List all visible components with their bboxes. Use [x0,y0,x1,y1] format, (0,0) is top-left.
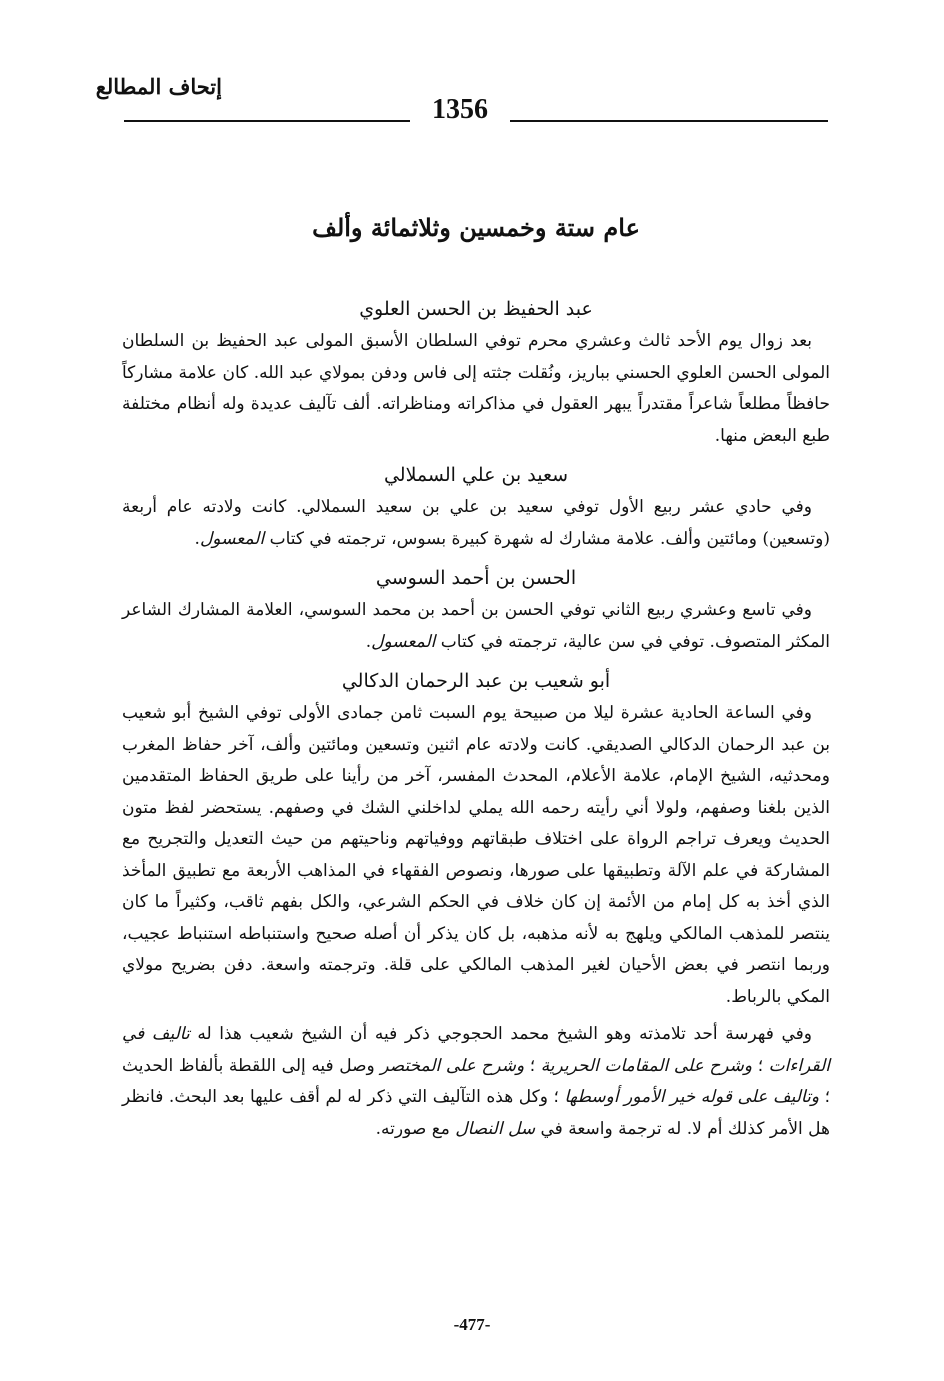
entry-paragraph [122,492,830,555]
punctuation: ؛ [757,1055,764,1076]
punctuation: ؛ [529,1055,536,1076]
entry-paragraph [122,595,830,658]
entry-paragraph [122,1019,830,1145]
paragraph-text: وفي حادي عشر ربيع الأول توفي سعيد بن علي بن سعيد السملالي. كانت ولادته عام أربعة (وتسعين) ومائتين وألف. علامة مشارك له شهرة كبيرة بسوس، ترجمته في كتاب [122,497,830,549]
header-year-number: 1356 [432,94,488,125]
running-header-book-title: إتحاف المطالع [95,74,222,99]
book-title: المعسول [371,631,436,652]
paragraph-text: وصل فيه إلى اللقطة بألفاظ الحديث ؛ [122,1055,831,1107]
punctuation: . [194,528,200,549]
page-body [122,208,830,1151]
page-number: -477- [453,1315,491,1334]
paragraph-text: وفي فهرسة أحد تلامذته وهو الشيخ محمد الحجوجي ذكر فيه أن الشيخ شعيب هذا له [197,1024,812,1044]
punctuation: . [365,631,372,652]
header-rule-left [124,120,410,122]
paragraph-text: ؛ وكل هذه التآليف التي ذكر له لم أقف عليها بعد البحث. فانظر هل الأمر كذلك أم لا. له ترجمة واسعة في [122,1087,830,1139]
entry-name: سعيد بن علي السملالي [383,464,569,486]
paragraph-text: مع صورته. [375,1118,450,1139]
entry-name: الحسن بن أحمد السوسي [375,567,577,589]
paragraph-text: وفي تاسع وعشري ربيع الثاني توفي الحسن بن أحمد بن محمد السوسي، العلامة المشارك الشاعر المكثر المتصوف. توفي في سن عالية، ترجمته في كتاب [122,600,830,652]
book-title: وشرح على المختصر [380,1055,525,1076]
entry-paragraph: بعد زوال يوم الأحد ثالث وعشري محرم توفي السلطان الأسبق المولى عبد الحفيظ بن السلطان المولى الحسن العلوي الحسني بباريز، ونُقلت جثته إلى فاس ودفن بمولاي عبد الله. كان علامة مشاركاً حافظاً مطلعاً شاعراً مقتدراً يبهر العقول في مذاكراته ومناظراته. ألف تآليف عديدة وله أنظام مختلفة طبع البعض منها. [122,331,830,446]
chapter-title: عام ستة وخمسين وثلاثمائة وألف [312,213,640,242]
book-title: سل النصال [455,1118,536,1139]
entry-name: عبد الحفيظ بن الحسن العلوي [359,298,593,320]
book-title: وشرح على المقامات الحريرية [540,1055,753,1076]
book-title: وتاليف على قوله خير الأمور أوسطها [564,1087,820,1107]
header-rule-right [510,120,828,122]
entry-paragraph: وفي الساعة الحادية عشرة ليلا من صبيحة يوم السبت ثامن جمادى الأولى توفي الشيخ أبو شعيب بن عبد الرحمان الدكالي الصديقي. كانت ولادته عام اثنين وتسعين ومائتين وألف، آخر حفاظ المغرب ومحدثيه، الشيخ الإمام، علامة الأعلام، المحدث المفسر، آخر من رأينا على طريق الحفاظ المتقدمين الذين بلغنا وصفهم، ولولا أني رأيته رحمه الله يملي لداخلني الشك في وصفهم. يستحضر لفظ متون الحديث ويعرف تراجم الرواة على اختلاف طبقاتهم ووفياتهم وناحيتهم من حيث التعديل والتجريح مع المشاركة في علم الآلة وتطبيقها على صورها، ونصوص الفقهاء في المذاهب الأربعة مع تطبيق المأخذ الذي أخذ به كل إمام من الأئمة إن كان خلاف في الحكم الشرعي، والكل بفهم ثاقب، وكثيراً ما كان ينتصر للمذهب المالكي ويلهج به لأنه مذهبه، بل كان يذكر أن أصله صحيح واستنباطه استنباط عجيب، وربما انتصر في بعض الأحيان لغير المذهب المالكي على قلة. وترجمته واسعة. دفن بضريح مولاي المكي بالرباط. [122,703,830,1007]
book-title: المعسول [199,528,265,549]
entry-name: أبو شعيب بن عبد الرحمان الدكالي [341,670,611,692]
book-title: تاليف في القراءات [122,1024,830,1076]
